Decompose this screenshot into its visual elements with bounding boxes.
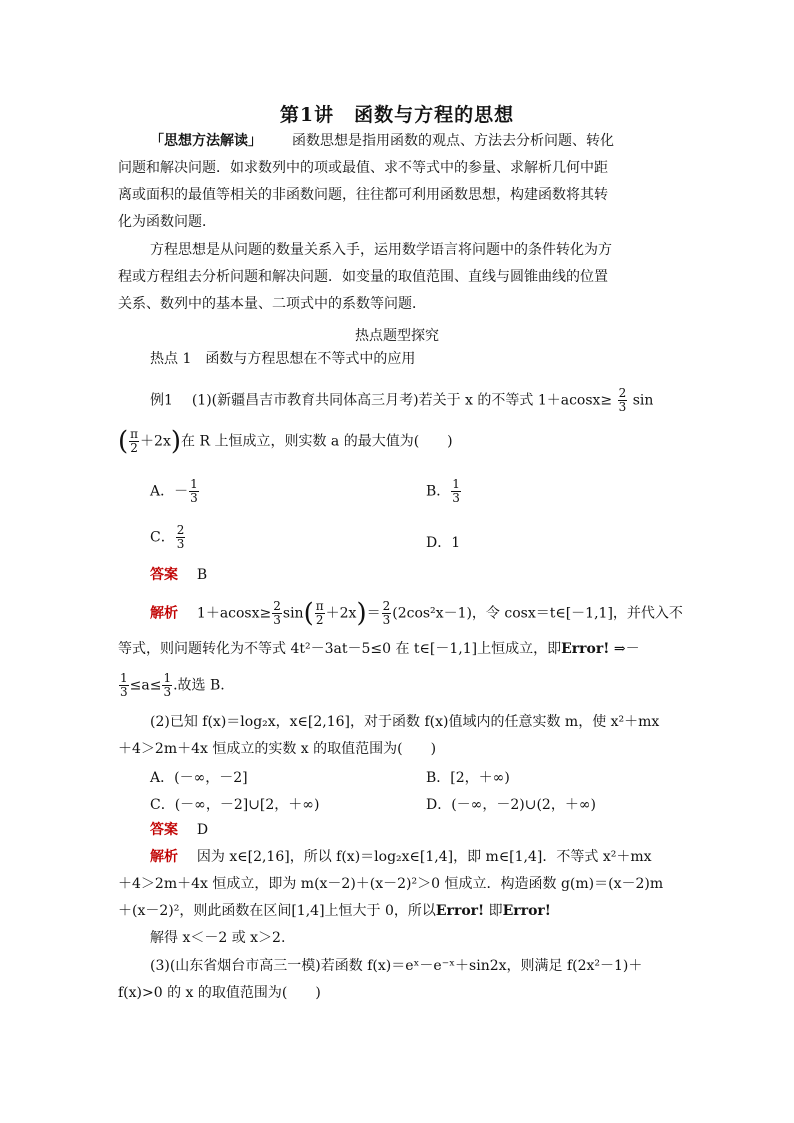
answer-1: 答案 B [150,567,208,583]
analysis-1-line1: 解析 1＋acosx≥ $\frac{2}{3}$ sin( $\frac{\pi}{2}$ ＋2x)＝ $\frac{2}{3}$ (2cos²x－1)，令 cosx＝t∈[－1,1]，并代入不 [150,598,683,629]
analysis-label: 解析 [150,605,178,622]
intro-line-2: 问题和解决问题．如求数列中的项或最值、求不等式中的参量、求解析几何中距 [118,160,608,176]
answer-label: 答案 [150,567,178,583]
q1-tail: 在 R 上恒成立，则实数 a 的最大值为( ) [181,433,453,450]
intro-text: 函数思想是指用函数的观点、方法去分析问题、转化 [292,133,614,149]
q2-line2: ＋4＞2m＋4x 恒成立的实数 x 的取值范围为( ) [118,741,437,757]
intro-tag: 「思想方法解读」 [150,133,262,149]
option-a: A．－ $\frac{1}{3}$ [150,477,198,505]
answer-2: 答案 D [150,822,209,838]
q2-option-d: D．(－∞，－2)∪(2，＋∞) [426,797,596,813]
analysis-2-line1: 解析 因为 x∈[2,16]，所以 f(x)＝log₂x∈[1,4]，即 m∈[1,4]．不等式 x²＋mx [150,849,652,865]
option-d: D．1 [426,535,461,551]
analysis-2-line3: ＋(x－2)²，则此函数在区间[1,4]上恒大于 0，所以Error! 即Error! [118,903,551,919]
intro-p2-line-3: 关系、数列中的基本量、二项式中的系数等问题． [118,296,426,312]
q3-line2: f(x)>0 的 x 的取值范围为( ) [118,985,321,1001]
intro-line-1 [150,132,614,150]
fraction-2-3: $\frac{2}{3}$ [618,386,627,414]
hot-topic-1-heading: 热点 1 函数与方程思想在不等式中的应用 [150,351,416,367]
fraction-pi-2: $\frac{\pi}{2}$ [130,427,139,455]
intro-p2-line-2: 程或方程组去分析问题和解决问题．如变量的取值范围、直线与圆锥曲线的位置 [118,269,608,285]
q3-line1: (3)(山东省烟台市高三一模)若函数 f(x)＝eˣ－e⁻ˣ＋sin2x，则满足 f(2x²－1)＋ [150,958,643,974]
analysis-2-line4: 解得 x＜－2 或 x＞2. [150,930,286,946]
analysis-1-line2: 等式，则问题转化为不等式 4t²－3at－5≤0 在 t∈[－1,1]上恒成立，即Error! ⇒－ [118,641,640,657]
intro-line-4: 化为函数问题． [118,214,216,230]
intro-line-3: 离或面积的最值等相关的非函数问题，往往都可利用函数思想，构建函数将其转 [118,187,608,203]
q2-option-b: B．[2，＋∞) [426,770,510,786]
q1-text: (1)(新疆昌吉市教育共同体高三月考)若关于 x 的不等式 1＋acosx≥ [191,392,613,409]
example-label: 例1 [150,392,173,409]
analysis-1-line3: $\frac{1}{3}$ ≤a≤ $\frac{1}{3}$ .故选 B. [120,671,225,699]
q2-line1: (2)已知 f(x)＝log₂x，x∈[2,16]，对于函数 f(x)值域内的任意实数 m，使 x²＋mx [150,714,660,730]
example1-q1-line2: ( $\frac{\pi}{2}$ ＋2x)在 R 上恒成立，则实数 a 的最大值为( ) [118,426,453,457]
analysis-2-line2: ＋4＞2m＋4x 恒成立，即为 m(x－2)＋(x－2)²＞0 恒成立．构造函数 g(m)＝(x－2)m [118,876,664,892]
q2-option-c: C．(－∞，－2]∪[2，＋∞) [150,797,320,813]
intro-p2-line-1: 方程思想是从问题的数量关系入手，运用数学语言将问题中的条件转化为方 [150,242,612,258]
q2-option-a: A．(－∞，－2] [150,770,248,786]
option-c: C． $\frac{2}{3}$ [150,523,185,551]
option-b: B． $\frac{1}{3}$ [426,477,460,505]
section-title: 热点题型探究 [355,328,439,344]
page-title: 第1讲 函数与方程的思想 [279,104,515,126]
example1-q1-line1 [150,387,653,414]
sin-text: sin [632,392,654,409]
